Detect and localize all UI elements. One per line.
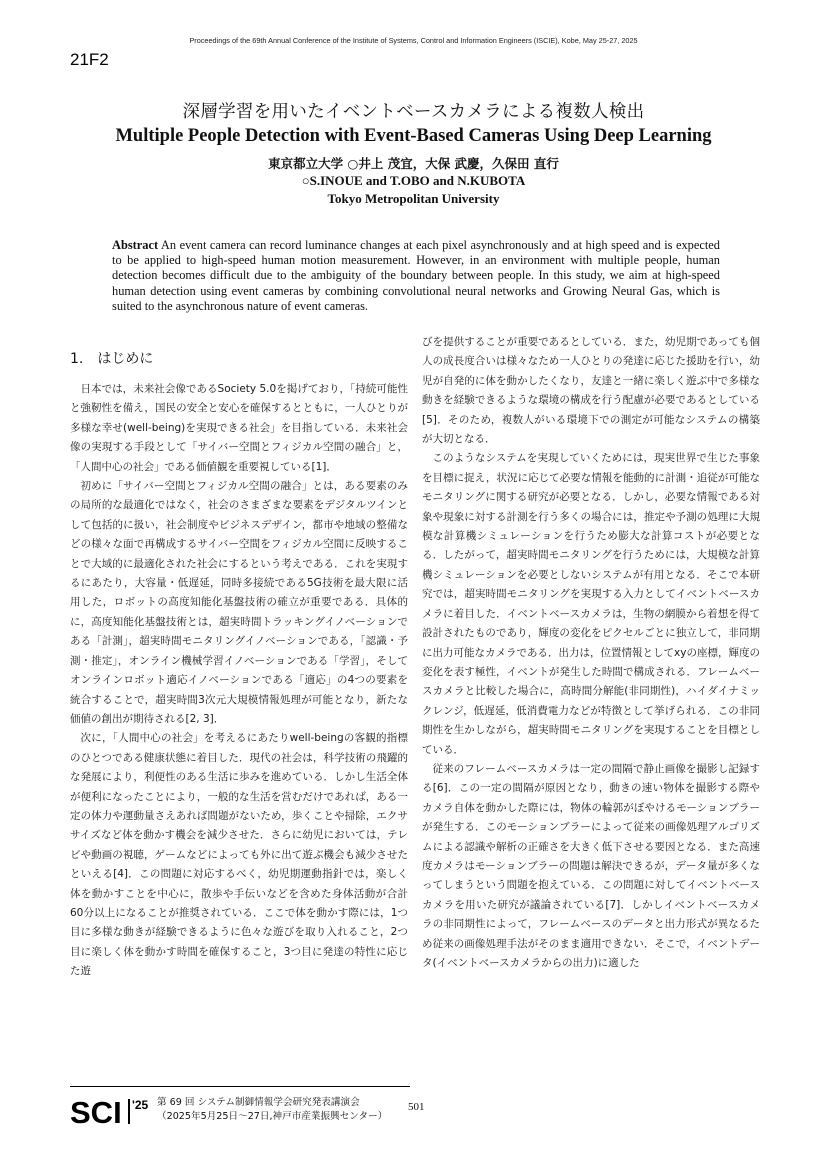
section-heading: 1. はじめに xyxy=(70,351,154,367)
paragraph: 日本では，未来社会像であるSociety 5.0を掲げており，「持続可能性と強靭性を備え，国民の安全と安心を確保するとともに，一人ひとりが多様な幸せ(well-being)を実現できる社会」を目指している．未来社会像の実現する手段として「サイバー空間とフィジカル空間の融合」と，「人間中心の社会」である価値観を重要視している[1]． xyxy=(70,383,408,473)
affiliation-english: Tokyo Metropolitan University xyxy=(327,191,500,206)
abstract-text: An event camera can record luminance changes at each pixel asynchronously and at high speed and is expected to be applied to high-speed human motion measurement. However, in an environment with multiple people, human detection becomes difficult due to the ambiguity of the boundary between people. In this study, we aim at high-speed human detection using event cameras by combining convolutional neural networks and Growing Neural Gas, which is suited to the asynchronous nature of event cameras. xyxy=(112,238,720,313)
abstract xyxy=(112,238,720,314)
paragraph: びを提供することが重要であるとしている．また，幼児期であっても個人の成長度合いは様々なため一人ひとりの発達に応じた援助を行い，幼児が自発的に体を動かしたくなり，友達と一緒に楽しく遊ぶ中で多様な動きを経験できるような環境の構成を行う配慮が必要であるとしている[5]．そのため，複数人がいる環境下での測定が可能なシステムの構築が大切となる． xyxy=(422,336,760,446)
authors-japanese: 東京都立大学 ○井上 茂宜，大保 武慶，久保田 直行 xyxy=(268,156,559,171)
paper-code: 21F2 xyxy=(70,50,109,69)
page-number: 501 xyxy=(408,1101,425,1113)
logo-text: SCI xyxy=(70,1095,122,1127)
footer-conference-venue: （2025年5月25日～27日,神戸市産業振興センター） xyxy=(157,1111,388,1122)
right-column xyxy=(422,333,760,973)
footer-conference xyxy=(157,1096,387,1124)
paragraph: 従来のフレームベースカメラは一定の間隔で静止画像を撮影し記録する[6]．この一定の間隔が原因となり，動きの速い物体を撮影する際やカメラ自体を動かした際には，物体の輪郭がぼやけるモーションブラーが発生する．このモーションブラーによって従来の画像処理アルゴリズムによる認識や解析の正確さを大きく低下させる要因となる．また高速度カメラはモーションブラーの問題は解決できるが，データ量が多くなってしまうという問題を抱えている．この問題に対してイベントベースカメラを用いた研究が議論されている[7]．しかしイベントベースカメラの非同期性によって，フレームベースのデータと出力形式が異なるため従来の画像処理手法がそのまま適用できない．そこで，イベントデータ(イベントベースカメラからの出力)に適した xyxy=(422,762,760,969)
title-japanese: 深層学習を用いたイベントベースカメラによる複数人検出 xyxy=(182,102,645,122)
logo-year: '25 xyxy=(132,1098,149,1112)
paragraph: このようなシステムを実現していくためには，現実世界で生じた事象を目標に捉え，状況に応じて必要な情報を能動的に計測・追従が可能なモニタリングに関する研究が必要となる．しかし，必要な情報である対象や現象に対する計測を行う多くの場合には，推定や予測の処理に大規模な計算機シミュレーションを行うため膨大な計算コストが必要となる．したがって，超実時間モニタリングを行うためには，大規模な計算機シミュレーションを必要としないシステムが有用となる．そこで本研究では，超実時間モニタリングを実現する入力としてイベントベースカメラに着目した．イベントベースカメラは，生物の網膜から着想を得て設計されたものであり，輝度の変化をピクセルごとに独立して，非同期に出力可能なカメラである．出力は，位置情報としてxyの座標，輝度の変化を表す極性，イベントが発生した時間で構成される．フレームベースカメラと比較した場合に，高時間分解能(非同期性)，ハイダイナミックレンジ，低遅延，低消費電力などが特徴として挙げられる．この非同期性を生かしながら，超実時間モニタリングを実現することを目標としている． xyxy=(422,452,760,756)
paragraph: 初めに「サイバー空間とフィジカル空間の融合」とは，ある要素のみの局所的な最適化ではなく，社会のさまざまな要素をデジタルツインとして包括的に扱い，社会制度やビジネスデザイン，都市や地域の整備などの様々な面で再構成するサイバー空間をフィジカル空間に反映することで大域的に最適化された社会にするという考えである．これを実現するにあたり，大容量・低遅延，同時多接続である5G技術を最大限に活用した，ロボットの高度知能化基盤技術の確立が重要である．具体的に，高度知能化基盤技術とは，超実時間トラッキングイノベーションである「計測」，超実時間モニタリングイノベーションである，「認識・予測・推定」，オンライン機械学習イノベーションである「学習」，そしてオンラインロボット適応イノベーションである「適応」の4つの要素を統合することで，超実時間3次元大規模情報処理が可能となり，新たな価値の創出が期待される[2, 3]． xyxy=(70,480,408,725)
title-english: Multiple People Detection with Event-Based Cameras Using Deep Learning xyxy=(115,126,712,146)
footer-rule xyxy=(70,1086,410,1087)
authors-english: ○S.INOUE and T.OBO and N.KUBOTA xyxy=(301,173,526,188)
abstract-label: Abstract xyxy=(112,238,159,252)
left-column xyxy=(70,380,408,982)
proceedings-header: Proceedings of the 69th Annual Conference of the Institute of Systems, Control and Information Engineers (ISCIE), Kobe, May 25-27, 2025 xyxy=(189,36,638,45)
footer-conference-title: 第 69 回 システム制御情報学会研究発表講演会 xyxy=(157,1097,360,1108)
conference-logo xyxy=(70,1093,152,1127)
paragraph: 次に，「人間中心の社会」を考えるにあたりwell-beingの客観的指標のひとつである健康状態に着目した．現代の社会は，科学技術の飛躍的な発展により，利便性のある生活に歩みを進めている．しかし生活全体が便利になったことにより，一般的な生活を営むだけであれば，ある一定の体力や運動量さえあれば問題がないため，歩くことや掃除，エクササイズなど体を動かす機会を減少させた．さらに幼児においては，テレビや動画の視聴，ゲームなどによっても外に出て遊ぶ機会も減少させたといえる[4]．この問題に対応するべく，幼児期運動指針では，楽しく体を動かすことを中心に，散歩や手伝いなどを含めた身体活動が合計60分以上になることが推奨されている．ここで体を動かす際には，1つ目に多様な動きが経験できるように色々な遊びを取り入れること，2つ目に楽しく体を動かす時間を確保すること，3つ目に発達の特性に応じた遊 xyxy=(70,732,408,978)
